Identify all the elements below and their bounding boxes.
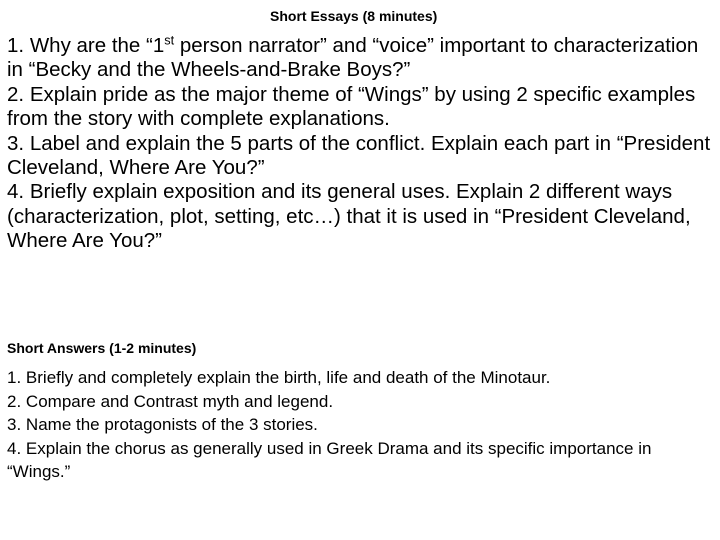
short-essays-heading: Short Essays (8 minutes) [270, 8, 438, 24]
essay-question-2 [7, 83, 713, 132]
answer-question-number: 4. [7, 438, 22, 458]
answer-question-text: Briefly and completely explain the birth, life and death of the Minotaur. [25, 368, 551, 387]
answer-question-4 [7, 437, 713, 484]
answer-question-number: 1. [7, 368, 22, 387]
essay-question-number: 1. [7, 34, 25, 57]
essay-question-4 [7, 180, 713, 253]
answer-question-number: 2. [7, 391, 22, 411]
short-answers-heading: Short Answers (1-2 minutes) [7, 340, 197, 356]
essay-question-1 [7, 34, 713, 83]
essay-question-3 [7, 132, 713, 181]
essay-question-number: 2. [7, 82, 25, 106]
ordinal-superscript: st [164, 32, 175, 48]
essay-question-number: 3. [7, 131, 25, 155]
answer-question-2 [7, 390, 713, 414]
answer-question-text: Explain the chorus as generally used in Greek Drama and its specific importance in “Wings.” [7, 438, 652, 481]
essay-question-text: Explain pride as the major theme of “Wings” by using 2 specific examples from the story with complete explanations. [7, 82, 696, 131]
short-essays-list [7, 34, 713, 254]
answer-question-text: Compare and Contrast myth and legend. [25, 391, 334, 411]
short-answers-list [7, 366, 713, 484]
essay-question-number: 4. [7, 180, 25, 204]
answer-question-number: 3. [7, 415, 22, 434]
essay-question-text-part: person narrator” and “voice” important to characterization in “Becky and the Wheels-and-Brake Boys?” [7, 34, 699, 82]
essay-question-text: Label and explain the 5 parts of the conflict. Explain each part in “President Cleveland, Where Are You?” [7, 131, 711, 180]
essay-question-text: Briefly explain exposition and its general uses. Explain 2 different ways (characterization, plot, setting, etc…) that it is used in “President Cleveland, Where Are You?” [7, 180, 691, 253]
answer-question-1 [7, 366, 713, 390]
essay-question-text-part: Why are the “1 [29, 34, 165, 57]
answer-question-text: Name the protagonists of the 3 stories. [25, 415, 318, 434]
answer-question-3 [7, 413, 713, 437]
